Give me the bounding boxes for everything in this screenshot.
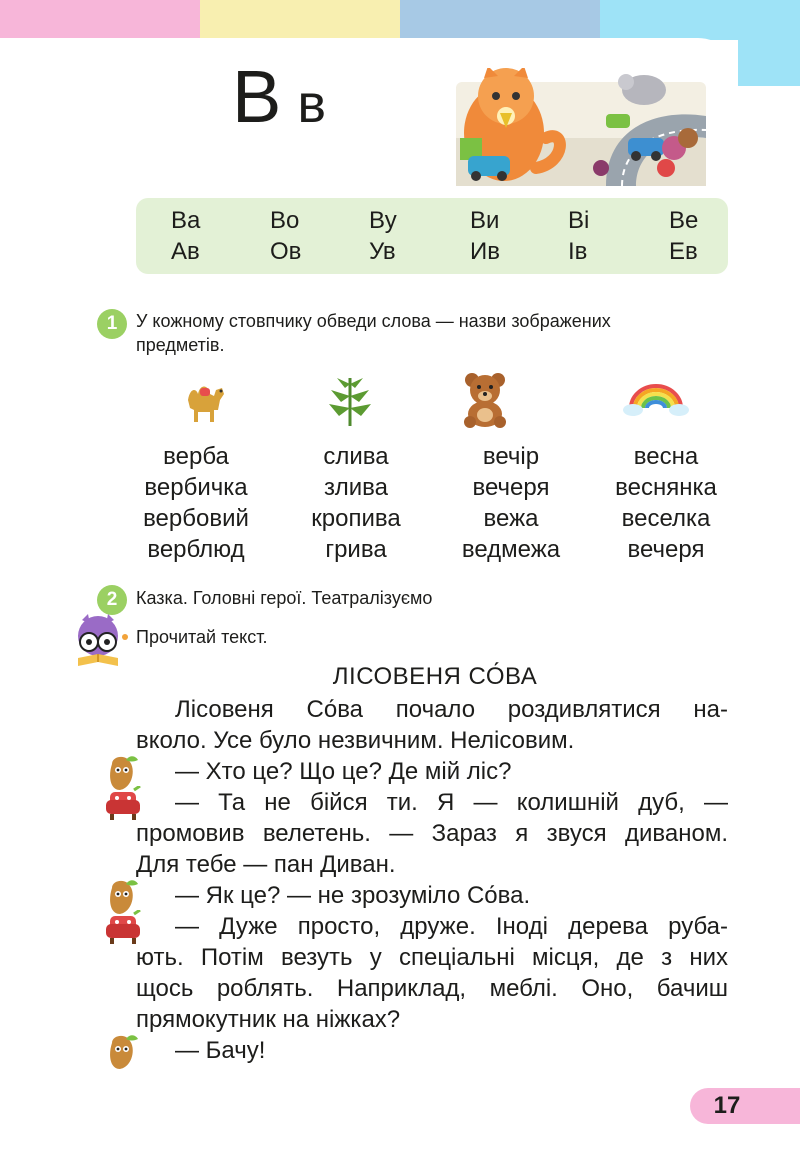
word[interactable]: слива	[323, 443, 389, 470]
syllable: Во	[270, 207, 300, 234]
story-line: — Хто це? Що це? Де мій ліс?	[175, 758, 512, 785]
word[interactable]: вербичка	[144, 474, 248, 501]
bullet-dot	[122, 634, 128, 640]
story-line: ють. Потім везуть у спеціальні місця, де з них	[136, 944, 728, 971]
syllable: Ів	[568, 238, 588, 265]
syllable: Ев	[669, 238, 698, 265]
page-number: 17	[713, 1092, 741, 1119]
owlet-speaker-icon	[104, 1033, 140, 1071]
syllable: Ву	[369, 207, 397, 234]
sofa-speaker-icon	[104, 786, 142, 824]
syllable-table	[136, 198, 728, 274]
letter-title	[232, 56, 326, 138]
rainbow-icon	[623, 378, 689, 418]
nettle-icon	[325, 372, 375, 428]
word[interactable]: весна	[633, 443, 699, 470]
syllable: Ив	[470, 238, 500, 265]
task-number-1: 1	[97, 309, 127, 339]
story-line: — Як це? — не зрозуміло Со́ва.	[175, 882, 531, 909]
word[interactable]: верблюд	[147, 536, 245, 563]
corner-tab	[738, 0, 800, 86]
word[interactable]: вечеря	[472, 474, 550, 501]
sofa-speaker-icon	[104, 910, 142, 948]
word[interactable]: грива	[325, 536, 387, 563]
story-line: прямокутник на ніжках?	[136, 1006, 401, 1033]
task-1-line: предметів.	[136, 335, 225, 355]
owl-reader-icon	[74, 612, 122, 670]
story-line: Для тебе — пан Диван.	[136, 851, 396, 878]
story-line: промовив велетень. — Зараз я звуся диваном.	[136, 820, 728, 847]
task-2-heading: Казка. Головні герої. Театралізуємо	[136, 588, 433, 608]
word[interactable]: веснянка	[615, 474, 717, 501]
syllable: Ав	[171, 238, 200, 265]
word[interactable]: вежа	[483, 505, 539, 532]
camel-icon	[178, 374, 228, 426]
word[interactable]: вечеря	[627, 536, 705, 563]
word[interactable]: злива	[324, 474, 388, 501]
syllable: Ви	[470, 207, 500, 234]
story-line: — Бачу!	[175, 1037, 266, 1064]
story-line: вколо. Усе було незвичним. Нелісовим.	[136, 727, 575, 754]
letter-lower: в	[297, 74, 327, 134]
story-line: щось роблять. Наприклад, меблі. Оно, бачиш	[136, 975, 728, 1002]
task-1-instruction	[136, 309, 736, 357]
page-number-tab	[690, 1088, 800, 1124]
word[interactable]: кропива	[311, 505, 401, 532]
story-line: — Та не бійся ти. Я — колишній дуб, —	[175, 789, 728, 816]
task-number-2: 2	[97, 585, 127, 615]
cat-mouse-toys-illustration	[456, 68, 706, 186]
word[interactable]: вербовий	[143, 505, 249, 532]
story-line: — Дуже просто, друже. Іноді дерева руба-	[175, 913, 728, 940]
syllable: Ув	[369, 238, 396, 265]
task-2-instruction: Прочитай текст.	[136, 627, 268, 647]
syllable: Ві	[568, 207, 590, 234]
word[interactable]: верба	[163, 443, 229, 470]
word[interactable]: веселка	[621, 505, 711, 532]
top-color-stripes	[0, 0, 800, 40]
story-line: Лісовеня Со́ва почало роздивлятися на-	[175, 696, 728, 723]
syllable: Ве	[669, 207, 699, 234]
task-1-line: У кожному стовпчику обведи слова — назви зображених	[136, 311, 611, 331]
bear-icon	[458, 370, 512, 428]
story-title: ЛІСОВЕНЯ СО́ВА	[332, 663, 538, 690]
syllable: Ов	[270, 238, 302, 265]
syllable: Ва	[171, 207, 201, 234]
word[interactable]: ведмежа	[461, 536, 561, 563]
letter-upper: В	[232, 55, 282, 138]
word[interactable]: вечір	[482, 443, 540, 470]
